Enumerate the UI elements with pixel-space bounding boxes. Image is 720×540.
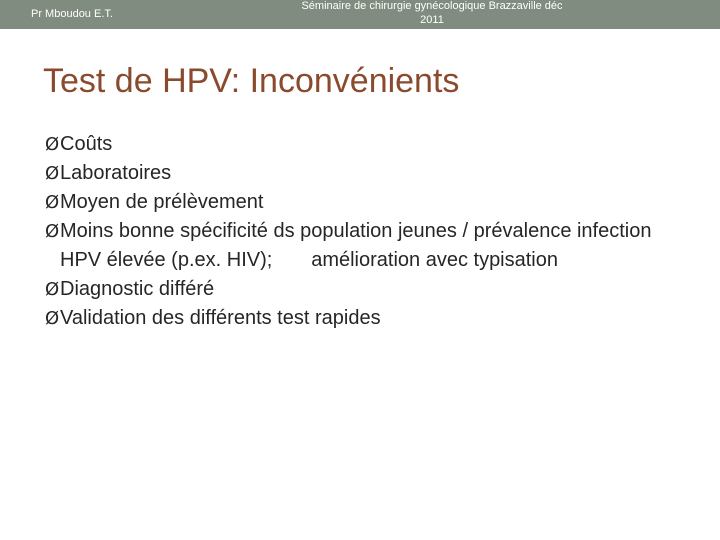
arrow-bullet-icon: Ø: [45, 279, 60, 300]
bullet-list: [45, 130, 695, 333]
arrow-bullet-icon: Ø: [45, 308, 60, 329]
bullet-text: Laboratoires: [60, 162, 172, 184]
seminar-label-line-2: 2011: [420, 14, 444, 26]
arrow-bullet-icon: Ø: [45, 192, 60, 213]
seminar-label: [276, 0, 588, 27]
bullet-item-sampling: [45, 188, 695, 217]
arrow-bullet-icon: Ø: [45, 221, 60, 242]
bullet-item-specificity: [45, 217, 695, 275]
bullet-item-validation: [45, 304, 695, 333]
bullet-item-costs: [45, 130, 695, 159]
bullet-text: Validation des différents test rapides: [60, 307, 381, 329]
header-bar: [0, 0, 720, 29]
arrow-bullet-icon: Ø: [45, 163, 60, 184]
bullet-item-deferred-diagnosis: [45, 275, 695, 304]
bullet-text: Moins bonne spécificité ds population jeunes / prévalence infection HPV élevée (p.ex. HIV); amélioration avec typisation: [60, 220, 658, 271]
bullet-text: Diagnostic différé: [60, 278, 215, 300]
bullet-item-laboratories: [45, 159, 695, 188]
arrow-bullet-icon: Ø: [45, 134, 60, 155]
slide-title: Test de HPV: Inconvénients: [43, 62, 460, 100]
author-label: Pr Mboudou E.T.: [31, 8, 113, 20]
bullet-text: Coûts: [60, 133, 113, 155]
bullet-text: Moyen de prélèvement: [60, 191, 264, 213]
seminar-label-line-1: Séminaire de chirurgie gynécologique Brazzaville déc: [301, 0, 563, 12]
